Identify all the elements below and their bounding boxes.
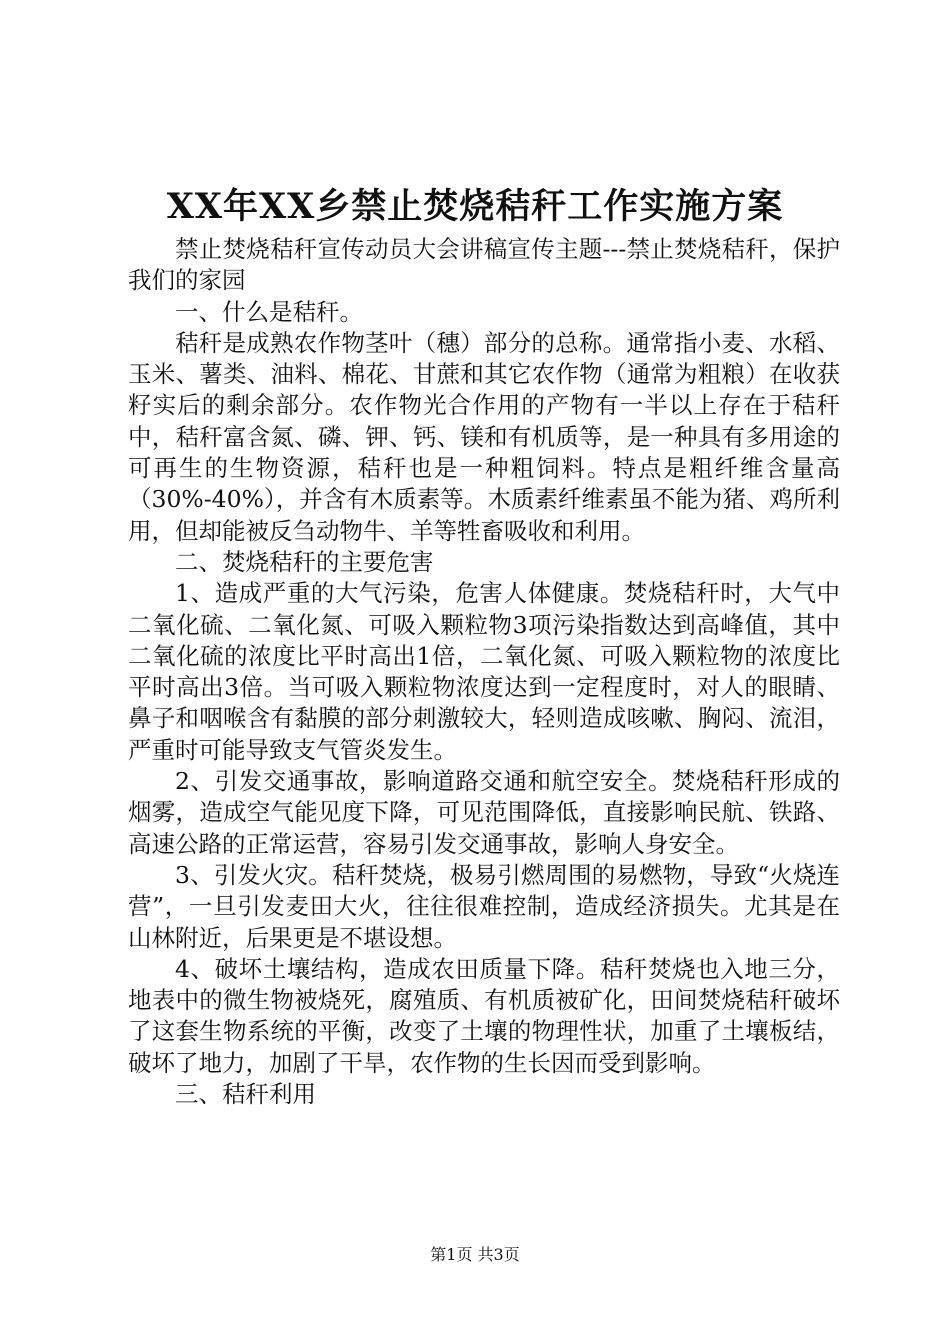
hazard-paragraph-4: 4、破坏土壤结构，造成农田质量下降。秸秆焚烧也入地三分，地表中的微生物被烧死，腐殖质、有机质被矿化，田间焚烧秸秆破坏了这套生物系统的平衡，改变了土壤的物理性状，加重了土壤板结，破坏了地力，加剧了干旱，农作物的生长因而受到影响。	[128, 954, 840, 1077]
document-title: XX年XX乡禁止焚烧秸秆工作实施方案	[166, 186, 784, 227]
hazard-paragraph-2: 2、引发交通事故，影响道路交通和航空安全。焚烧秸秆形成的烟雾，造成空气能见度下降，可见范围降低，直接影响民航、铁路、高速公路的正常运营，容易引发交通事故，影响人身安全。	[128, 767, 840, 858]
section-heading-1: 一、什么是秸秆。	[175, 297, 363, 326]
section-heading-3: 三、秸秆利用	[175, 1080, 316, 1109]
hazard-paragraph-1: 1、造成严重的大气污染，危害人体健康。焚烧秸秆时，大气中二氧化硫、二氧化氮、可吸入颗粒物3项污染指数达到高峰值，其中二氧化硫的浓度比平时高出1倍，二氧化氮、可吸入颗粒物的浓度比平时高出3倍。当可吸入颗粒物浓度达到一定程度时，对人的眼睛、鼻子和咽喉含有黏膜的部分刺激较大，轻则造成咳嗽、胸闷、流泪，严重时可能导致支气管炎发生。	[128, 579, 840, 764]
section-heading-2: 二、焚烧秸秆的主要危害	[175, 547, 434, 576]
intro-paragraph: 禁止焚烧秸秆宣传动员大会讲稿宣传主题---禁止焚烧秸秆，保护我们的家园	[128, 235, 840, 295]
hazard-paragraph-3: 3、引发火灾。秸秆焚烧，极易引燃周围的易燃物，导致“火烧连营”，一旦引发麦田大火，往往很难控制，造成经济损失。尤其是在山林附近，后果更是不堪设想。	[128, 860, 840, 952]
definition-paragraph: 秸秆是成熟农作物茎叶（穗）部分的总称。通常指小麦、水稻、玉米、薯类、油料、棉花、甘蔗和其它农作物（通常为粗粮）在收获籽实后的剩余部分。农作物光合作用的产物有一半以上存在于秸秆中，秸秆富含氮、磷、钾、钙、镁和有机质等，是一种具有多用途的可再生的生物资源，秸秆也是一种粗饲料。特点是粗纤维含量高（30%-40%），并含有木质素等。木质素纤维素虽不能为猪、鸡所利用，但却能被反刍动物牛、羊等牲畜吸收和利用。	[128, 328, 840, 545]
page-footer: 第1页 共3页	[430, 1245, 520, 1264]
document-body	[128, 234, 840, 1110]
